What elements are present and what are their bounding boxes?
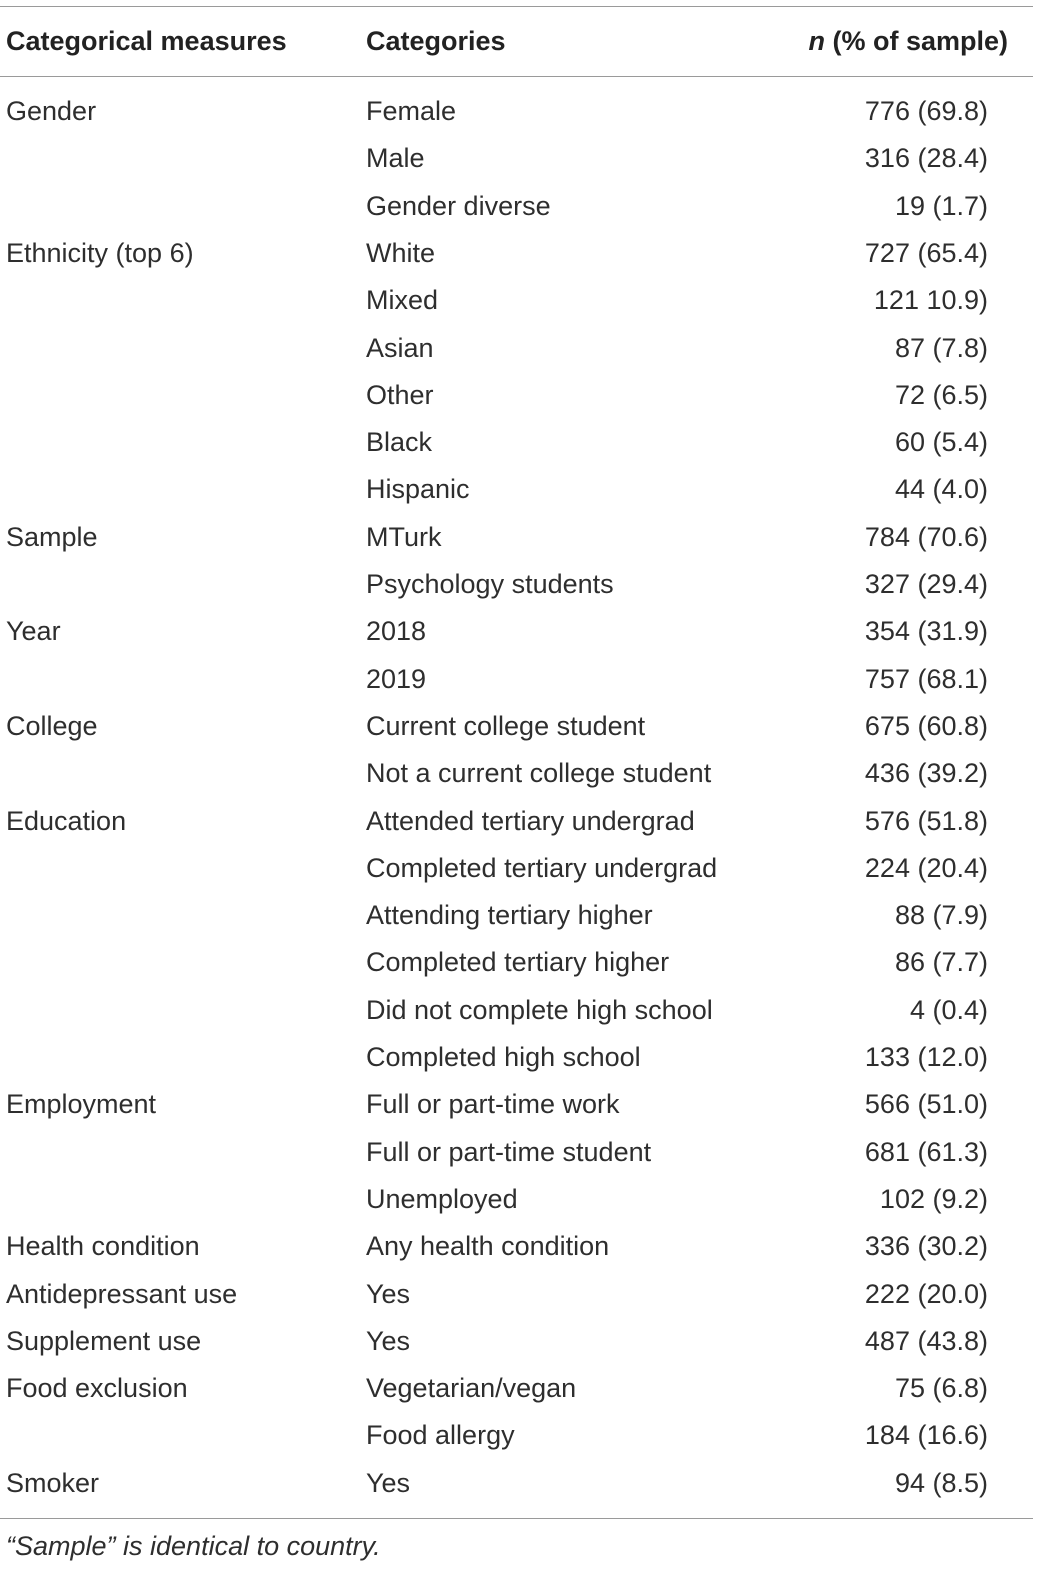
header-categories: Categories <box>366 26 506 56</box>
cell-n-percent: 44 (4.0) <box>894 474 988 505</box>
cell-n-percent: 757 (68.1) <box>864 663 988 694</box>
table-row <box>0 703 1033 750</box>
table-row <box>0 892 1033 939</box>
table-row <box>0 1365 1033 1412</box>
cell-measure: Ethnicity (top 6) <box>6 237 194 268</box>
cell-category: Mixed <box>366 285 439 316</box>
table-row <box>0 1176 1033 1223</box>
cell-n-percent: 566 (51.0) <box>864 1089 988 1120</box>
cell-n-percent: 184 (16.6) <box>864 1420 988 1451</box>
table-footnote: “Sample” is identical to country. <box>6 1531 381 1561</box>
cell-n-percent: 87 (7.8) <box>894 332 988 363</box>
table-row <box>0 845 1033 892</box>
cell-category: Full or part-time student <box>366 1136 652 1167</box>
cell-measure: Gender <box>6 96 97 126</box>
cell-measure: Supplement use <box>6 1325 202 1356</box>
cell-n-percent: 133 (12.0) <box>864 1042 988 1072</box>
table-row <box>0 1081 1033 1128</box>
table-row <box>0 1129 1033 1176</box>
cell-category: Yes <box>366 1278 411 1309</box>
table-row <box>0 325 1033 372</box>
cell-measure: Year <box>6 616 61 647</box>
cell-category: MTurk <box>366 521 442 552</box>
cell-measure: Sample <box>6 521 98 552</box>
cell-category: Yes <box>366 1325 411 1356</box>
table-row <box>0 88 1033 135</box>
cell-n-percent: 88 (7.9) <box>894 900 988 931</box>
table-header-row <box>0 0 1033 78</box>
cell-n-percent: 576 (51.8) <box>864 805 988 836</box>
cell-n-percent: 60 (5.4) <box>894 427 988 458</box>
cell-n-percent: 72 (6.5) <box>894 379 988 410</box>
table-row <box>0 514 1033 561</box>
cell-measure: Health condition <box>6 1231 200 1262</box>
cell-category: Any health condition <box>366 1231 610 1262</box>
cell-category: Asian <box>366 332 434 363</box>
table-row <box>0 798 1033 845</box>
cell-n-percent: 784 (70.6) <box>864 521 988 552</box>
cell-category: Food allergy <box>366 1420 515 1451</box>
cell-category: 2018 <box>366 616 427 647</box>
cell-n-percent: 776 (69.8) <box>864 96 988 126</box>
table-row <box>0 1223 1033 1270</box>
cell-category: Hispanic <box>366 474 470 505</box>
table-row <box>0 135 1033 182</box>
cell-category: Did not complete high school <box>366 994 713 1025</box>
cell-n-percent: 86 (7.7) <box>894 947 988 978</box>
cell-category: Completed tertiary undergrad <box>366 852 718 883</box>
header-n-italic: n <box>808 26 825 56</box>
cell-n-percent: 222 (20.0) <box>864 1278 988 1309</box>
cell-category: Completed tertiary higher <box>366 947 670 978</box>
cell-n-percent: 102 (9.2) <box>879 1183 988 1214</box>
cell-category: 2019 <box>366 663 427 694</box>
cell-n-percent: 336 (30.2) <box>864 1231 988 1262</box>
cell-n-percent: 316 (28.4) <box>864 143 988 174</box>
cell-category: Yes <box>366 1467 411 1498</box>
cell-n-percent: 224 (20.4) <box>864 852 988 883</box>
header-n-percent <box>808 24 1008 58</box>
cell-n-percent: 327 (29.4) <box>864 569 988 599</box>
cell-category: Gender diverse <box>366 190 551 221</box>
cell-n-percent: 487 (43.8) <box>864 1325 988 1356</box>
cell-n-percent: 436 (39.2) <box>864 758 988 789</box>
cell-n-percent: 19 (1.7) <box>894 190 988 221</box>
cell-category: Not a current college student <box>366 758 712 789</box>
cell-category: White <box>366 237 436 268</box>
table-row <box>0 656 1033 703</box>
cell-category: Unemployed <box>366 1183 518 1214</box>
table-row <box>0 608 1033 655</box>
table-row <box>0 987 1033 1034</box>
cell-category: Current college student <box>366 710 646 741</box>
cell-category: Vegetarian/vegan <box>366 1373 577 1404</box>
table-row <box>0 1460 1033 1507</box>
table-row <box>0 561 1033 608</box>
table-row <box>0 939 1033 986</box>
cell-measure: Antidepressant use <box>6 1278 238 1309</box>
cell-measure: Employment <box>6 1089 157 1120</box>
cell-n-percent: 681 (61.3) <box>864 1136 988 1167</box>
table-row <box>0 750 1033 797</box>
header-percent-of-sample: (% of sample) <box>824 26 1008 56</box>
cell-category: Attended tertiary undergrad <box>366 805 695 836</box>
table-row <box>0 1412 1033 1459</box>
cell-category: Psychology students <box>366 569 614 599</box>
cell-category: Female <box>366 96 457 126</box>
cell-n-percent: 354 (31.9) <box>864 616 988 647</box>
cell-measure: Education <box>6 805 127 836</box>
cell-n-percent: 94 (8.5) <box>894 1467 988 1498</box>
table-row <box>0 419 1033 466</box>
table-bottom-rule <box>0 1518 1033 1519</box>
header-bottom-rule <box>0 76 1033 77</box>
table-row <box>0 1318 1033 1365</box>
cell-category: Other <box>366 379 434 410</box>
table-row <box>0 1271 1033 1318</box>
cell-n-percent: 75 (6.8) <box>894 1373 988 1404</box>
cell-category: Completed high school <box>366 1042 641 1072</box>
cell-measure: Smoker <box>6 1467 100 1498</box>
cell-measure: College <box>6 710 98 741</box>
header-categorical-measures: Categorical measures <box>6 26 287 56</box>
cell-category: Male <box>366 143 425 174</box>
cell-measure: Food exclusion <box>6 1373 188 1404</box>
table-row <box>0 183 1033 230</box>
cell-category: Full or part-time work <box>366 1089 620 1120</box>
table-row <box>0 1034 1033 1081</box>
table-row <box>0 466 1033 513</box>
cell-category: Black <box>366 427 433 458</box>
cell-n-percent: 121 10.9) <box>873 285 988 316</box>
cell-n-percent: 4 (0.4) <box>909 994 988 1025</box>
cell-n-percent: 675 (60.8) <box>864 710 988 741</box>
cell-n-percent: 727 (65.4) <box>864 237 988 268</box>
table-row <box>0 277 1033 324</box>
table-row <box>0 230 1033 277</box>
table-row <box>0 372 1033 419</box>
cell-category: Attending tertiary higher <box>366 900 653 931</box>
